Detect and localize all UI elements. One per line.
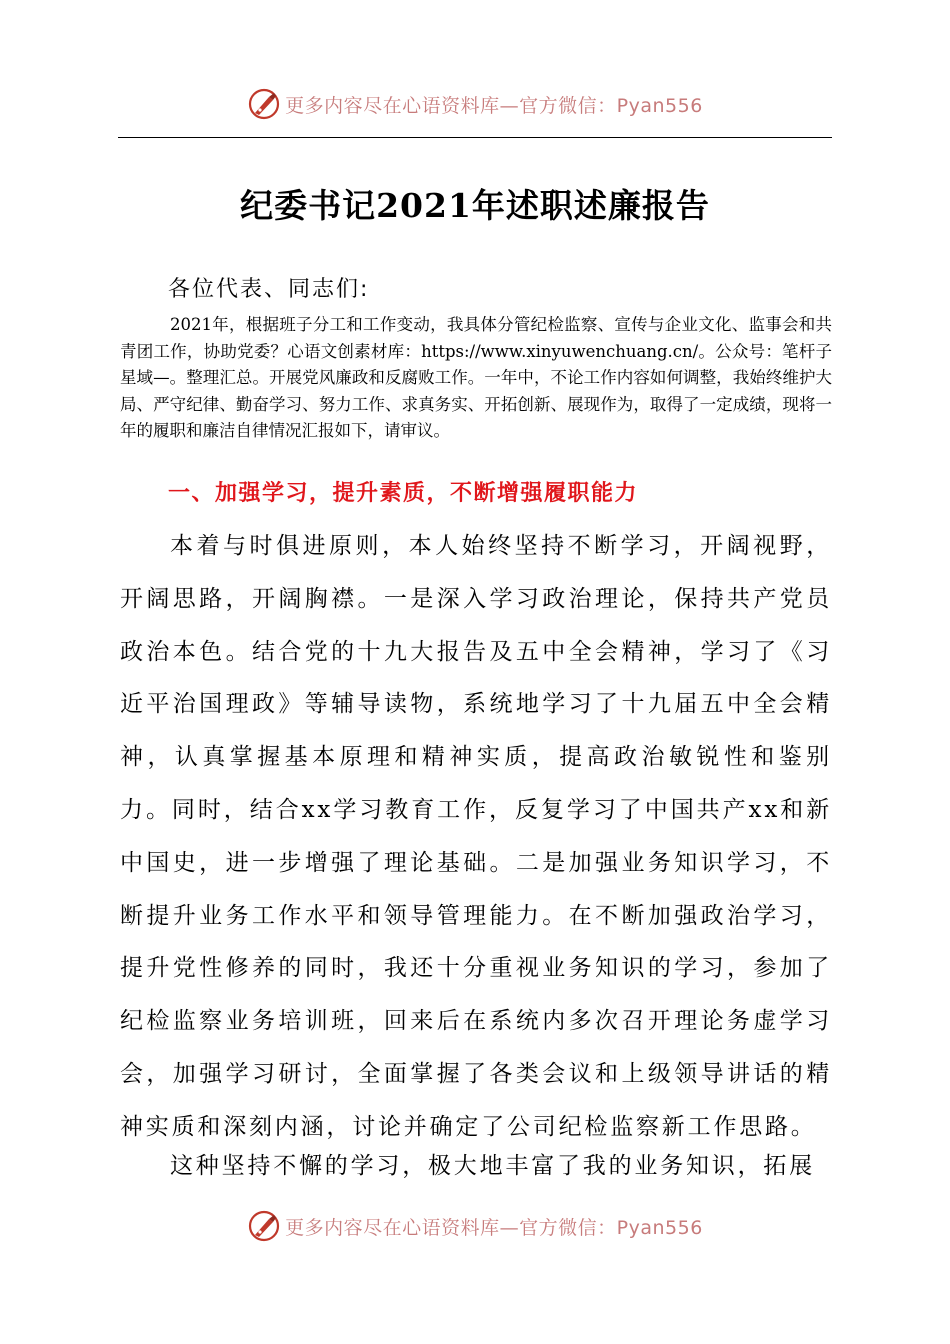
- watermark-text: 更多内容尽在心语资料库—官方微信：Pyan556: [285, 1216, 703, 1239]
- intro-paragraph: 2021年，根据班子分工和工作变动，我具体分管纪检监察、宣传与企业文化、监事会和共青团工作，协助党委？心语文创素材库：https://www.xinyuwenchuang.cn/。公众号：笔杆子星域—。整理汇总。开展党风廉政和反腐败工作。一年中，不论工作内容如何调整，我始终维护大局、严守纪律、勤奋学习、努力工作、求真务实、开拓创新、展现作为，取得了一定成绩，现将一年的履职和廉洁自律情况汇报如下，请审议。: [120, 315, 832, 440]
- pen-nib-logo-icon: [247, 87, 281, 121]
- section-heading: 一、加强学习，提升素质，不断增强履职能力: [168, 481, 639, 506]
- watermark-banner-top: [0, 84, 950, 124]
- wechat-id: Pyan556: [616, 94, 703, 117]
- salutation: 各位代表、同志们:: [168, 277, 370, 302]
- watermark-text: 更多内容尽在心语资料库—官方微信：Pyan556: [285, 94, 703, 117]
- header-divider: [118, 137, 832, 138]
- pen-nib-logo-icon: [247, 1209, 281, 1243]
- body-paragraph: 本着与时俱进原则，本人始终坚持不断学习，开阔视野，开阔思路，开阔胸襟。一是深入学习政治理论，保持共产党员政治本色。结合党的十九大报告及五中全会精神，学习了《习近平治国理政》等辅导读物，系统地学习了十九届五中全会精神，认真掌握基本原理和精神实质，提高政治敏锐性和鉴别力。同时，结合xx学习教育工作，反复学习了中国共产xx和新中国史，进一步增强了理论基础。二是加强业务知识学习，不断提升业务工作水平和领导管理能力。在不断加强政治学习，提升党性修养的同时，我还十分重视业务知识的学习，参加了纪检监察业务培训班，回来后在系统内多次召开理论务虚学习会，加强学习研讨，全面掌握了各类会议和上级领导讲话的精神实质和深刻内涵，讨论并确定了公司纪检监察新工作思路。: [120, 533, 832, 1140]
- wechat-id: Pyan556: [616, 1216, 703, 1239]
- body-paragraph: 这种坚持不懈的学习，极大地丰富了我的业务知识，拓展: [170, 1153, 815, 1179]
- watermark-banner-bottom: [0, 1206, 950, 1246]
- document-title: 纪委书记2021年述职述廉报告: [240, 186, 710, 225]
